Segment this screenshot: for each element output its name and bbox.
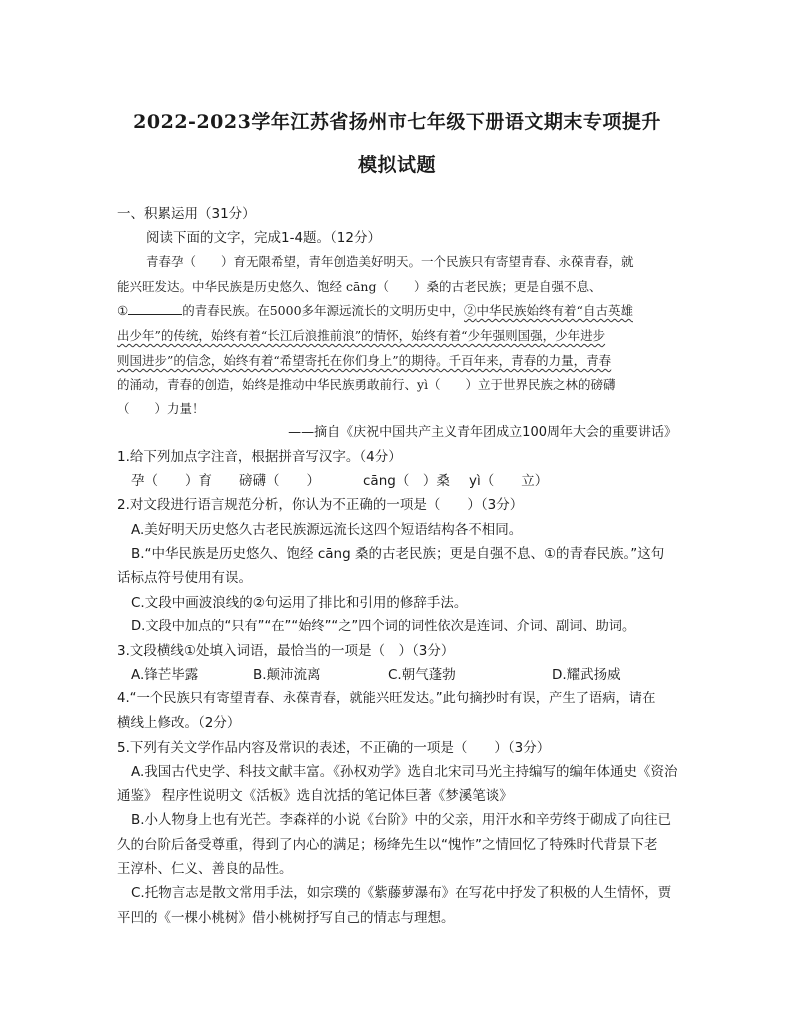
passage-source: ——摘自《庆祝中国共产主义青年团成立100周年大会的重要讲话》 (288, 425, 677, 440)
page-title: 2022-2023学年江苏省扬州市七年级下册语文期末专项提升 (133, 111, 661, 133)
reading-intro: 阅读下面的文字，完成1-4题。（12分） (146, 230, 381, 246)
q1-item-1: 孕（ ）育 (131, 473, 212, 489)
q1-item-2: 磅礴（ ） (239, 473, 320, 489)
q3-option-d: D.耀武扬威 (552, 667, 621, 683)
question-1: 1.给下列加点字注音，根据拼音写汉字。（4分） (117, 449, 402, 465)
q1-item-3: cāng（ ）桑 (363, 473, 450, 489)
question-4-line2: 横线上修改。（2分） (117, 715, 241, 731)
wavy-sentence-start: ②中华民族始终有着“自古英雄 (464, 303, 633, 318)
passage-line-5: 则国进步”的信念，始终有着“希望寄托在你们身上”的期待。千百年来，青春的力量，青春 (117, 353, 612, 368)
question-5: 5.下列有关文学作品内容及常识的表述，不正确的一项是（ ）（3分） (117, 740, 551, 756)
question-2: 2.对文段进行语言规范分析，你认为不正确的一项是（ ）（3分） (117, 497, 524, 513)
fill-blank-1[interactable] (128, 302, 182, 315)
q2-option-a: A.美好明天历史悠久古老民族源远流长这四个短语结构各不相同。 (131, 522, 523, 538)
q3-option-b: B.颠沛流离 (253, 667, 321, 683)
passage-line-3: ① 的青春民族。在5000多年源远流长的文明历史中，②中华民族始终有着“自古英雄 (117, 303, 633, 318)
q2-option-b-line1: B.“中华民族是历史悠久、饱经 cāng 桑的古老民族；更是自强不息、①的青春民族。”这句 (131, 546, 665, 562)
q5-option-a-line1: A.我国古代史学、科技文献丰富。《孙权劝学》选自北宋司马光主持编写的编年体通史《资治 (131, 764, 678, 780)
q2-option-d: D.文段中加点的“只有”“在”“始终”“之”四个词的词性依次是连词、介词、副词、助词。 (131, 619, 636, 634)
question-4-line1: 4.“一个民族只有寄望青春、永葆青春，就能兴旺发达。”此句摘抄时有误，产生了语病，请在 (117, 691, 656, 706)
passage-line-4: 出少年”的传统，始终有着“长江后浪推前浪”的情怀，始终有着“少年强则国强，少年进步 (117, 328, 606, 343)
q3-option-a: A.锋芒毕露 (131, 667, 199, 683)
q5-option-c-line1: C.托物言志是散文常用手法，如宗璞的《紫藤萝瀑布》在写花中抒发了积极的人生情怀，贾 (131, 885, 672, 901)
q1-item-4: yì（ 立） (469, 473, 549, 489)
passage-line-1: 青春孕（ ）育无限希望，青年创造美好明天。一个民族只有寄望青春、永葆青春，就 (146, 254, 634, 269)
q5-option-b-line2: 久的台阶后备受尊重，得到了内心的满足；杨绛先生以“愧怍”之情回忆了特殊时代背景下老 (117, 837, 658, 853)
section-heading: 一、积累运用（31分） (117, 206, 256, 222)
q5-option-b-line1: B.小人物身上也有光芒。李森祥的小说《台阶》中的父亲，用汗水和辛劳终于砌成了向往已 (131, 812, 672, 828)
question-3: 3.文段横线①处填入词语，最恰当的一项是（ ）（3分） (117, 643, 455, 659)
q5-option-c-line2: 平凹的《一棵小桃树》借小桃树抒写自己的情志与理想。 (117, 910, 455, 926)
q5-option-a-line2: 通鉴》 程序性说明文《活板》选自沈括的笔记体巨著《梦溪笔谈》 (117, 788, 513, 804)
circle-mark-1: ① (117, 303, 129, 318)
q3-option-c: C.朝气蓬勃 (388, 667, 456, 683)
q2-option-c: C.文段中画波浪线的②句运用了排比和引用的修辞手法。 (131, 595, 468, 611)
passage-line-2: 能兴旺发达。中华民族是历史悠久、饱经 cāng（ ）桑的古老民族；更是自强不息、 (117, 279, 602, 294)
passage-line-7: （ ）力量！ (117, 401, 205, 416)
q2-option-b-line2: 话标点符号使用有误。 (117, 570, 252, 586)
page-subtitle: 模拟试题 (357, 154, 436, 176)
q5-option-b-line3: 王淳朴、仁义、善良的品性。 (117, 861, 293, 877)
passage-line-6: 的涌动，青春的创造，始终是推动中华民族勇敢前行、yì（ ）立于世界民族之林的磅礴 (117, 377, 616, 392)
